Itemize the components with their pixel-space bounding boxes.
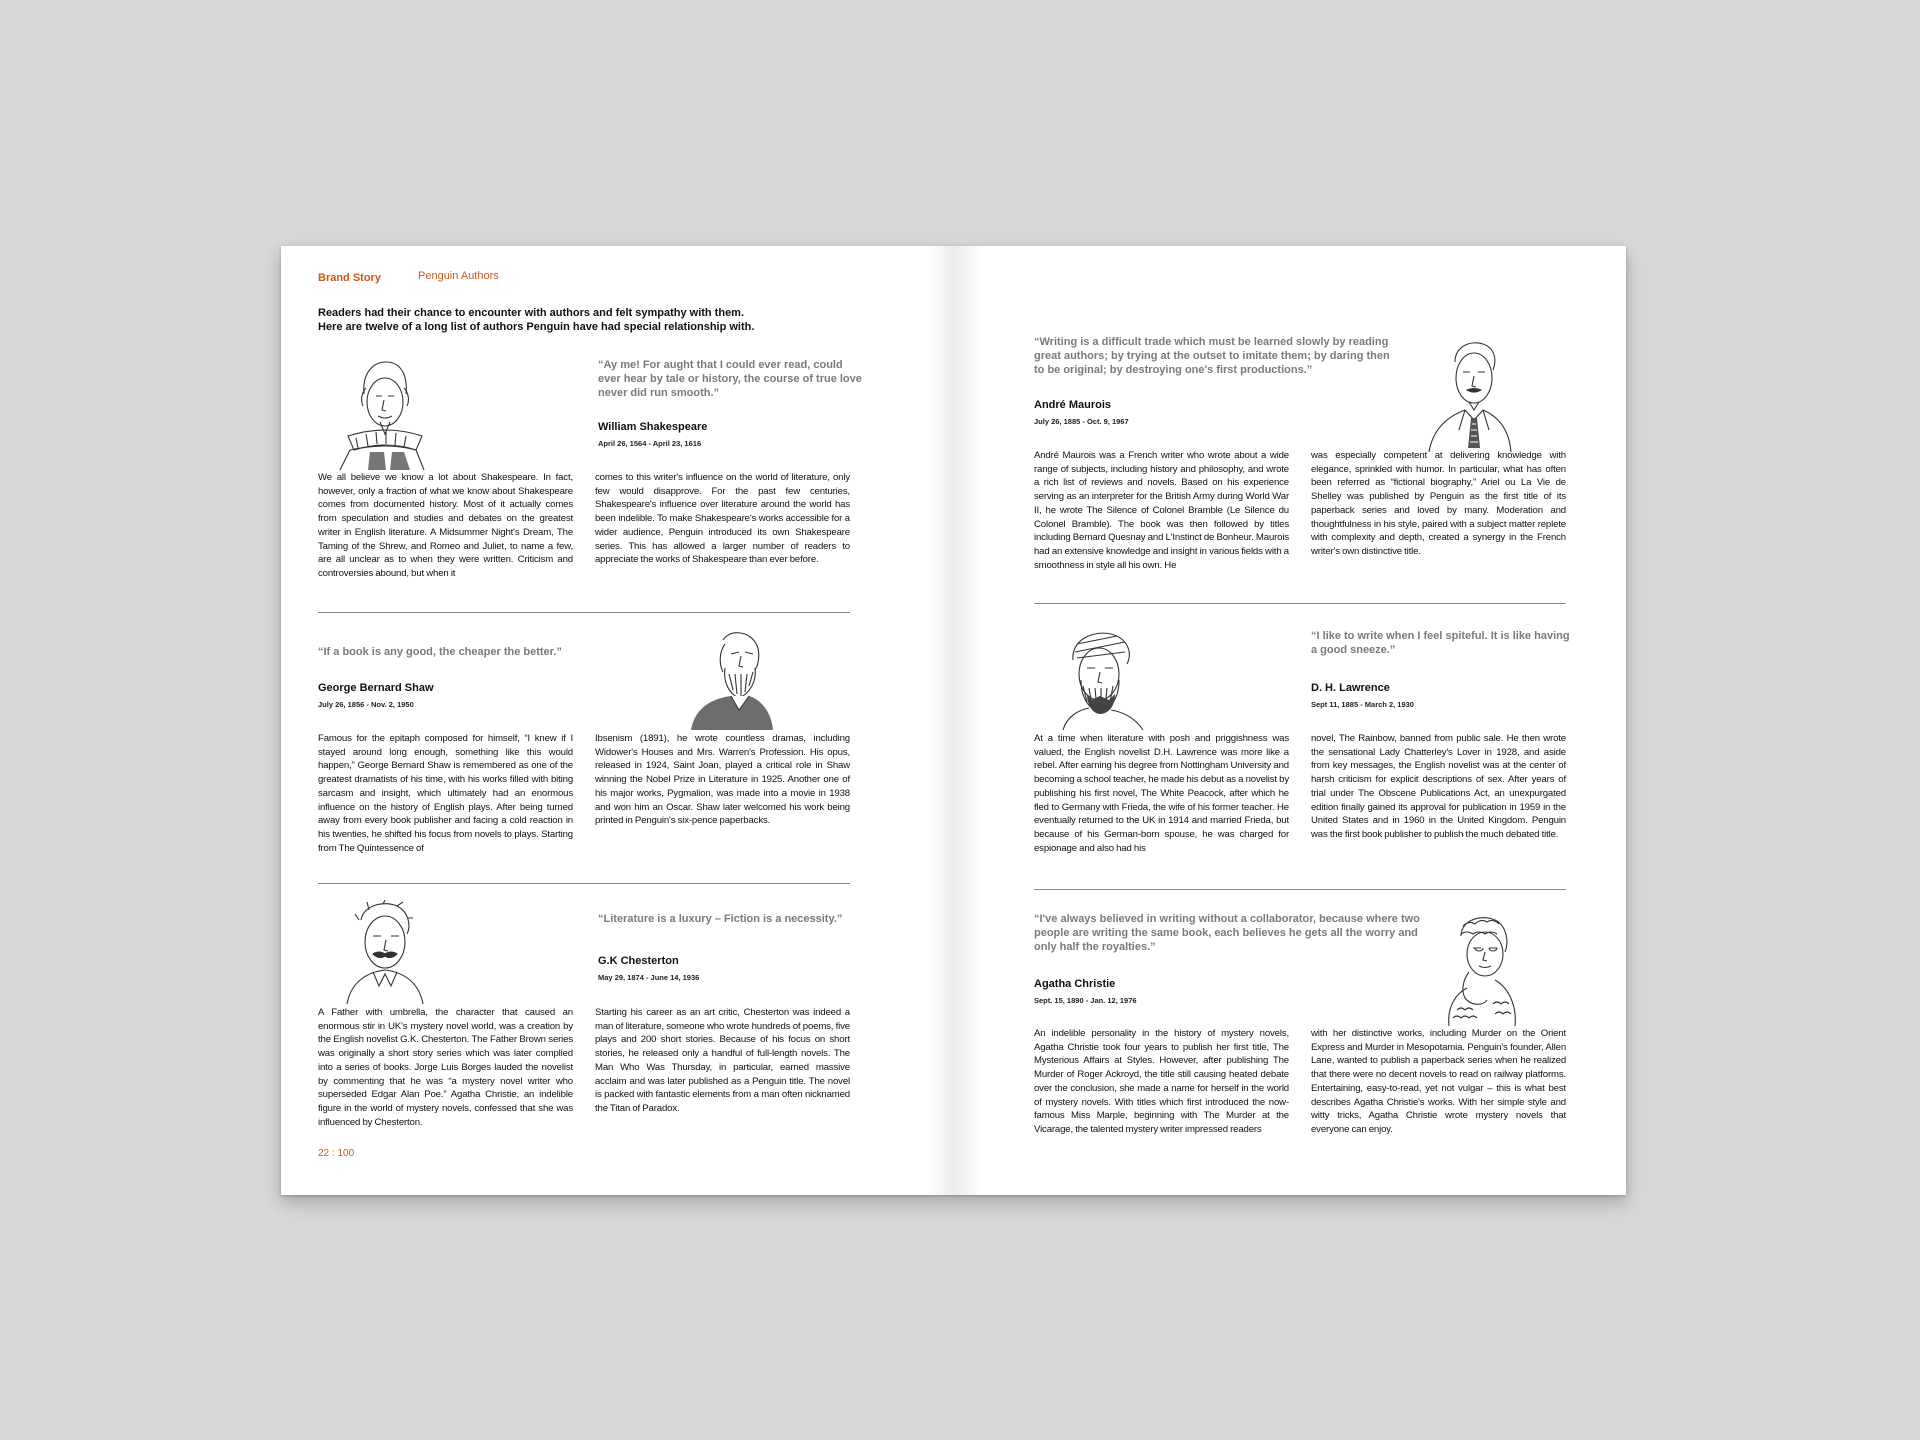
section-divider <box>318 612 850 613</box>
topic-label: Penguin Authors <box>418 270 499 282</box>
shakespeare-body-col1: We all believe we know a lot about Shakespeare. In fact, however, only a fraction of what we know about Shakespeare comes from documented history. Most of it actually comes from speculation and studies and debates on the greatest writer in English literature. A Midsummer Night's Dream, The Taming of the Shrew, and Romeo and Juliet, to name a few, are all unclear as to when they were written. Criticism and controversies abound, but when it <box>318 472 573 579</box>
chesterton-name: G.K Chesterton <box>598 955 679 967</box>
christie-body-col1: An indelible personality in the history of mystery novels, Agatha Christie took four years to publish her first title, The Mysterious Affairs at Styles. However, after publishing The Murder of Roger Ackroyd, the title still causing heated debate over the conclusion, she made a name for herself in the world of mystery novels. With titles which first introduced the now-famous Miss Marple, beginning with The Murder at the Vicarage, the talented mystery writer impressed readers <box>1034 1028 1289 1135</box>
quote-line: “Ay me! For aught that I could ever read, could <box>598 359 843 371</box>
intro-text <box>318 306 838 334</box>
maurois-quote <box>1034 335 1414 377</box>
christie-dates: Sept. 15, 1890 - Jan. 12, 1976 <box>1034 996 1137 1005</box>
maurois-body-col2: was especially competent at delivering knowledge with elegance, sprinkled with humor. In particular, what has often been referred as “fictional biography,” Ariel ou La Vie de Shelley was published by Penguin as the first title of its paperback series and loved by many. Moderation and thoughtfulness in his style, paired with a subject matter replete with complexity and depth, created a synergy in the French writer's own distinctive title. <box>1311 450 1566 557</box>
quote-line: great authors; by trying at the outset to imitate them; by daring then <box>1034 350 1390 362</box>
quote-line: “I've always believed in writing without a collaborator, because where two <box>1034 913 1420 925</box>
shaw-quote <box>318 645 588 659</box>
intro-line: Readers had their chance to encounter with authors and felt sympathy with them. <box>318 307 745 319</box>
quote-line: never did run smooth.” <box>598 387 720 399</box>
gutter-shadow <box>927 246 953 1195</box>
lawrence-body-col1: At a time when literature with posh and priggishness was valued, the English novelist D.H. Lawrence was more like a rebel. After earning his degree from Nottingham University and becoming a school teacher, he made his debut as a novelist by publishing his first novel, The White Peacock, after which he fled to Germany with Frieda, the wife of his former teacher. He eventually returned to the UK in 1914 and married Frieda, but because of his German-born spouse, he was charged for espionage and also had his <box>1034 733 1289 854</box>
chesterton-quote <box>598 912 868 926</box>
quote-line: people are writing the same book, each believes he gets all the worry and <box>1034 927 1418 939</box>
quote-line: to be original; by destroying one's first productions.” <box>1034 364 1313 376</box>
quote-line: “Literature is a luxury – Fiction is a necessity.” <box>598 913 843 925</box>
shaw-body-col2: Ibsenism (1891), he wrote countless dramas, including Widower's Houses and Mrs. Warren's Profession. His opus, released in 1924, Saint Joan, played a critical role in Shaw winning the Nobel Prize in Literature in 1925. Another one of his major works, Pygmalion, was made into a movie in 1938 and won him an Oscar. Shaw later welcomed his work being printed in Penguin's six-pence paperbacks. <box>595 733 850 827</box>
shaw-body-col1: Famous for the epitaph composed for himself, “I knew if I stayed around long enough, something like this would happen,” George Bernard Shaw is remembered as one of the greatest dramatists of his time, with his works filled with biting sarcasm and insight, which ultimately had an enormous influence on the history of English plays. After being turned away from every book publisher and facing a cold reaction in his twenties, he shifted his focus from novels to plays. Starting from The Quintessence of <box>318 733 573 854</box>
shaw-dates: July 26, 1856 - Nov. 2, 1950 <box>318 700 414 709</box>
quote-line: “Writing is a difficult trade which must be learned slowly by reading <box>1034 336 1389 348</box>
quote-line: a good sneeze.” <box>1311 644 1396 656</box>
maurois-dates: July 26, 1885 - Oct. 9, 1967 <box>1034 417 1129 426</box>
intro-line: Here are twelve of a long list of authors Penguin have had special relationship with. <box>318 321 755 333</box>
section-divider <box>1034 603 1566 604</box>
shaw-portrait <box>685 628 777 730</box>
section-label: Brand Story <box>318 272 381 284</box>
christie-quote <box>1034 912 1424 954</box>
chesterton-body-col1: A Father with umbrella, the character that caused an enormous stir in UK's mystery novel world, was a creation by the English novelist G.K. Chesterton. The Father Brown series was originally a short story series which was later complied into a series of books. Jorge Luis Borges lauded the novelist by commenting that he was “a mystery novel writer who superseded Edgar Alan Poe.” Agatha Christie, an indelible figure in the world of mystery novels, confessed that she was influenced by Chesterton. <box>318 1007 573 1128</box>
lawrence-dates: Sept 11, 1885 - March 2, 1930 <box>1311 700 1414 709</box>
christie-portrait <box>1435 914 1521 1026</box>
maurois-body-col1: André Maurois was a French writer who wrote about a wide range of subjects, including history and philosophy, and wrote a rich list of reviews and novels. Based on his experience serving as an interpreter for the British Army during World War II, he wrote The Silence of Colonel Bramble (Le Silence du Colonel Bramble). The book was then followed by titles including Bernard Quesnay and L'Instinct de Bonheur. Maurois had an extensive knowledge and insight in various fields with a smoothness in style all his own. He <box>1034 450 1289 571</box>
chesterton-body-col2: Starting his career as an art critic, Chesterton was indeed a man of literature, someone who wrote hundreds of poems, five plays and 200 short stories. Because of his focus on short stories, he released only a handful of full-length novels. The Man Who Was Thursday, in particular, earned massive acclaim and was later published as a Penguin title. The novel is packed with fantastic elements from a man often nicknamed the Titan of Paradox. <box>595 1007 850 1114</box>
right-page <box>953 246 1626 1195</box>
chesterton-portrait <box>339 900 429 1004</box>
quote-line: ever hear by tale or history, the course of true love <box>598 373 862 385</box>
lawrence-body-col2: novel, The Rainbow, banned from public sale. He then wrote the sensational Lady Chatterley's Lover in 1928, and aside from key messages, the English novelist was at the center of harsh criticism for explicit descriptions of sex. After years of trial under The Obscene Publications Act, an unexpurgated edition finally gained its approval for publication in 1959 in the United States and in 1960 in the United Kingdom. Penguin was the first book publisher to publish the much debated title. <box>1311 733 1566 840</box>
shakespeare-dates: April 26, 1564 - April 23, 1616 <box>598 439 702 448</box>
section-divider <box>318 883 850 884</box>
maurois-portrait <box>1425 338 1515 452</box>
maurois-name: André Maurois <box>1034 399 1112 411</box>
page-number: 22 : 100 <box>318 1148 355 1159</box>
shaw-name: George Bernard Shaw <box>318 682 434 694</box>
shakespeare-name: William Shakespeare <box>598 421 708 433</box>
left-page <box>281 246 953 1195</box>
quote-line: only half the royalties.” <box>1034 941 1156 953</box>
shakespeare-body-col2: comes to this writer's influence on the world of literature, only few would disapprove. For the past few centuries, Shakespeare's influence over literature around the world has been indelible. To make Shakespeare's works accessible for a wider audience, Penguin introduced its own Shakespeare series. This has allowed a larger number of readers to appreciate the works of Shakespeare than ever before. <box>595 472 850 566</box>
chesterton-dates: May 29, 1874 - June 14, 1936 <box>598 973 700 982</box>
section-divider <box>1034 889 1566 890</box>
lawrence-name: D. H. Lawrence <box>1311 682 1390 694</box>
gutter-shadow <box>953 246 983 1195</box>
lawrence-quote <box>1311 629 1571 657</box>
shakespeare-portrait <box>336 358 426 470</box>
book-spread <box>281 246 1626 1195</box>
christie-name: Agatha Christie <box>1034 978 1116 990</box>
quote-line: “I like to write when I feel spiteful. It is like having <box>1311 630 1570 642</box>
christie-body-col2: with her distinctive works, including Murder on the Orient Express and Murder in Mesopotamia. Penguin's founder, Allen Lane, wanted to publish a paperback series when he realized that there were no decent novels to read on railway platforms. Entertaining, easy-to-read, yet not vulgar – this is what best describes Agatha Christie's works. With her simple style and witty tricks, Agatha Christie wrote mystery novels that everyone can enjoy. <box>1311 1028 1566 1135</box>
shakespeare-quote <box>598 358 873 400</box>
quote-line: “If a book is any good, the cheaper the better.” <box>318 646 562 658</box>
lawrence-portrait <box>1053 630 1149 730</box>
